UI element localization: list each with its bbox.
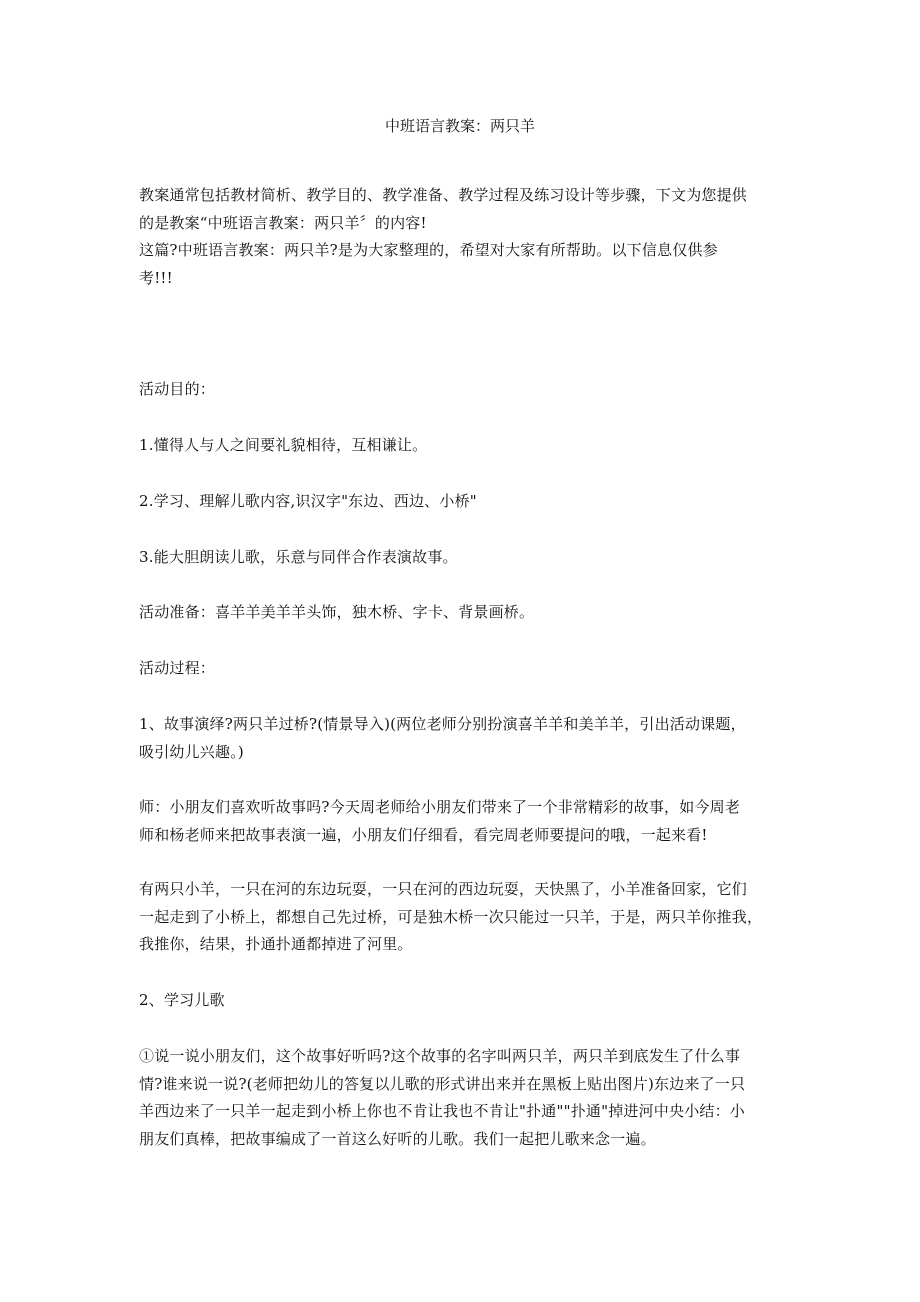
teacher-intro-line: 师和杨老师来把故事表演一遍，小朋友们仔细看，看完周老师要提问的哦，一起来看! bbox=[139, 825, 708, 844]
intro-line: 考!!! bbox=[139, 268, 173, 287]
sub-step-1-line: ①说一说小朋友们，这个故事好听吗?这个故事的名字叫两只羊，两只羊到底发生了什么事 bbox=[139, 1047, 741, 1065]
goal-item-3: 3.能大胆朗读儿歌，乐意与同伴合作表演故事。 bbox=[139, 548, 458, 566]
story-line: 有两只小羊，一只在河的东边玩耍，一只在河的西边玩耍，天快黑了，小羊准备回家，它们 bbox=[139, 880, 748, 898]
intro-line: 的是教案“中班语言教案：两只羊〞的内容! bbox=[139, 213, 427, 232]
sub-step-1-line: 朋友们真棒，把故事编成了一首这么好听的儿歌。我们一起把儿歌来念一遍。 bbox=[139, 1129, 656, 1148]
preparation-text: 活动准备：喜羊羊美羊羊头饰，独木桥、字卡、背景画桥。 bbox=[139, 603, 535, 621]
goal-item-1: 1.懂得人与人之间要礼貌相待，互相谦让。 bbox=[139, 436, 428, 454]
sub-step-1-paragraph bbox=[139, 1043, 781, 1153]
story-line: 我推你，结果，扑通扑通都掉进了河里。 bbox=[139, 935, 413, 953]
goal-item-2: 2.学习、理解儿歌内容,识汉字"东边、西边、小桥" bbox=[139, 492, 477, 510]
step-1-paragraph bbox=[139, 711, 781, 766]
story-paragraph bbox=[139, 876, 781, 959]
intro-line: 这篇?中班语言教案：两只羊?是为大家整理的，希望对大家有所帮助。以下信息仅供参 bbox=[139, 241, 718, 259]
step-1-line: 吸引幼儿兴趣。) bbox=[139, 742, 244, 761]
step-2-heading: 2、学习儿歌 bbox=[139, 991, 225, 1009]
sub-step-1-line: 情?谁来说一说?(老师把幼儿的答复以儿歌的形式讲出来并在黑板上贴出图片)东边来了一只 bbox=[139, 1074, 746, 1093]
teacher-intro-paragraph bbox=[139, 794, 781, 849]
document-title: 中班语言教案：两只羊 bbox=[384, 117, 535, 135]
goals-heading: 活动目的： bbox=[139, 380, 216, 398]
intro-line: 教案通常包括教材简析、教学目的、教学准备、教学过程及练习设计等步骤，下文为您提供 bbox=[139, 186, 748, 204]
sub-step-1-line: 羊西边来了一只羊一起走到小桥上你也不肯让我也不肯让"扑通""扑通"掉进河中央小结：小 bbox=[139, 1102, 746, 1120]
step-1-line: 1、故事演绎?两只羊过桥?(情景导入)(两位老师分别扮演喜羊羊和美羊羊，引出活动课题， bbox=[139, 715, 746, 733]
process-heading: 活动过程： bbox=[139, 659, 216, 677]
story-line: 一起走到了小桥上，都想自己先过桥，可是独木桥一次只能过一只羊，于是，两只羊你推我， bbox=[139, 907, 763, 926]
intro-paragraph bbox=[139, 182, 781, 292]
teacher-intro-line: 师：小朋友们喜欢听故事吗?今天周老师给小朋友们带来了一个非常精彩的故事，如今周老 bbox=[139, 798, 741, 816]
